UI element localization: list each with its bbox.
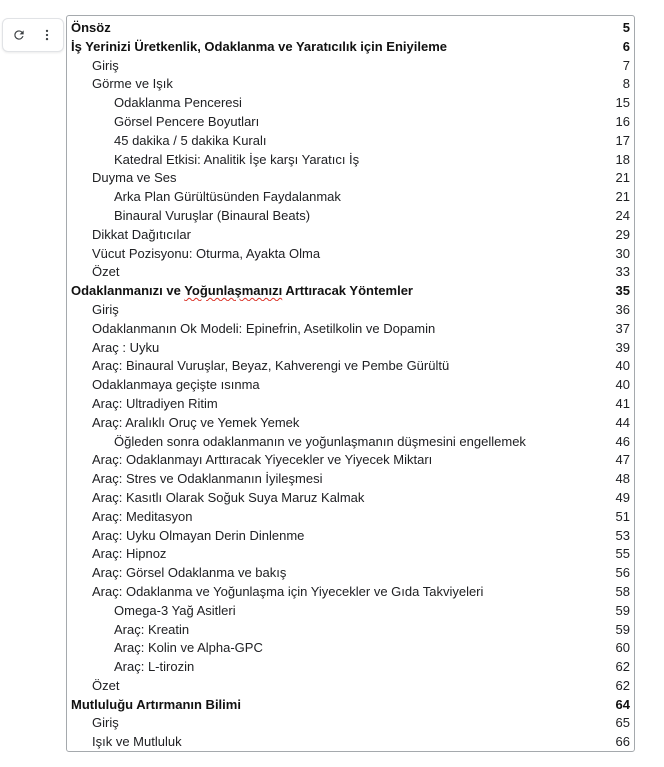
toc-entry[interactable] (67, 57, 634, 76)
toc-entry[interactable] (67, 639, 634, 658)
toc-entry-title: Omega-3 Yağ Asitleri (114, 602, 236, 618)
toc-entry[interactable] (67, 75, 634, 94)
toc-entry-title: Özet (92, 264, 120, 280)
toc-entry-page: 48 (615, 471, 630, 487)
toc-entry-title: Araç: Kreatin (114, 621, 190, 637)
toc-entry-title: Odaklanmanızı ve Yoğunlaşmanızı Arttıracak Yöntemler (71, 283, 413, 299)
toc-entry[interactable] (67, 339, 634, 358)
toc-entry[interactable] (67, 151, 634, 170)
toc-entry-title: Araç: Uyku Olmayan Derin Dinlenme (92, 527, 305, 543)
toc-entry[interactable] (67, 226, 634, 245)
toc-entry-title: Araç: Meditasyon (92, 508, 193, 524)
toc-entry-page: 24 (615, 207, 630, 223)
toc-entry-title: Binaural Vuruşlar (Binaural Beats) (114, 207, 311, 223)
toc-entry[interactable] (67, 245, 634, 264)
toc-entry-title: İş Yerinizi Üretkenlik, Odaklanma ve Yaratıcılık için Eniyileme (71, 38, 447, 54)
toc-entry-page: 16 (615, 113, 630, 129)
toc-entry-page: 65 (615, 715, 630, 731)
toc-entry-title: Arka Plan Gürültüsünden Faydalanmak (114, 189, 341, 205)
toc-entry-page: 6 (622, 38, 630, 54)
toc-entry[interactable] (67, 263, 634, 282)
toc-entry[interactable] (67, 38, 634, 57)
toc-entry[interactable] (67, 733, 634, 752)
toc-entry-page: 59 (615, 621, 630, 637)
toc-entry[interactable] (67, 132, 634, 151)
spellcheck-underline[interactable]: Yoğunlaşmanızı (184, 283, 283, 299)
toc-entry-page: 51 (615, 508, 630, 524)
refresh-icon[interactable] (8, 24, 30, 46)
toc-entry-page: 35 (615, 283, 630, 299)
toc-entry[interactable] (67, 545, 634, 564)
toc-entry-page: 59 (615, 602, 630, 618)
toc-entry-page: 15 (615, 95, 630, 111)
toc-entry-page: 29 (615, 226, 630, 242)
toc-entry-title: Giriş (92, 715, 119, 731)
toc-entry[interactable] (67, 489, 634, 508)
toc-entry-page: 62 (615, 659, 630, 675)
toc-entry-title: Araç: Binaural Vuruşlar, Beyaz, Kahverengi ve Pembe Gürültü (92, 358, 450, 374)
toc-list (67, 19, 634, 752)
toc-entry-title: Odaklanmaya geçişte ısınma (92, 377, 260, 393)
toc-entry[interactable] (67, 470, 634, 489)
toc-entry-page: 56 (615, 565, 630, 581)
toc-entry[interactable] (67, 94, 634, 113)
toc-entry-title: Araç: Kasıtlı Olarak Soğuk Suya Maruz Kalmak (92, 489, 365, 505)
toc-entry-page: 8 (622, 76, 630, 92)
toc-entry[interactable] (67, 414, 634, 433)
toc-entry-title: Araç: Görsel Odaklanma ve bakış (92, 565, 287, 581)
toc-entry-page: 64 (615, 696, 630, 712)
toc-entry-title: Odaklanma Penceresi (114, 95, 242, 111)
toc-entry[interactable] (67, 714, 634, 733)
toc-entry-page: 66 (615, 734, 630, 750)
toc-entry[interactable] (67, 658, 634, 677)
toc-entry-title: Mutluluğu Artırmanın Bilimi (71, 696, 241, 712)
toc-entry-title: Araç: Aralıklı Oruç ve Yemek Yemek (92, 414, 300, 430)
toc-entry[interactable] (67, 583, 634, 602)
toc-entry[interactable] (67, 451, 634, 470)
toc-entry-title: Duyma ve Ses (92, 170, 177, 186)
toc-entry-page: 55 (615, 546, 630, 562)
toc-entry-title: Araç: Hipnoz (92, 546, 167, 562)
toc-entry-page: 49 (615, 489, 630, 505)
toc-entry-page: 44 (615, 414, 630, 430)
toc-entry[interactable] (67, 207, 634, 226)
toc-entry-title: Araç: Kolin ve Alpha-GPC (114, 640, 263, 656)
toc-entry[interactable] (67, 621, 634, 640)
toc-entry[interactable] (67, 395, 634, 414)
toc-entry-title: Araç: Odaklanma ve Yoğunlaşma için Yiyecekler ve Gıda Takviyeleri (92, 583, 484, 599)
toc-entry-page: 41 (615, 395, 630, 411)
toc-entry-page: 46 (615, 433, 630, 449)
toc-entry[interactable] (67, 320, 634, 339)
toc-entry[interactable] (67, 376, 634, 395)
toc-entry-title: Giriş (92, 57, 119, 73)
toc-entry-title: Dikkat Dağıtıcılar (92, 226, 191, 242)
floating-toolbar (2, 18, 64, 52)
toc-entry[interactable] (67, 696, 634, 715)
toc-entry-title: Araç: Stres ve Odaklanmanın İyileşmesi (92, 471, 323, 487)
table-of-contents (66, 15, 635, 752)
toc-entry-title: Özet (92, 677, 120, 693)
more-vertical-icon[interactable] (36, 24, 58, 46)
toc-entry-title: Araç: L-tirozin (114, 659, 195, 675)
toc-entry-title: Görsel Pencere Boyutları (114, 113, 260, 129)
toc-entry-page: 18 (615, 151, 630, 167)
toc-entry[interactable] (67, 677, 634, 696)
toc-entry-page: 21 (615, 189, 630, 205)
toc-entry[interactable] (67, 508, 634, 527)
toc-entry[interactable] (67, 19, 634, 38)
toc-entry-title: Işık ve Mutluluk (92, 734, 182, 750)
toc-entry-title: Öğleden sonra odaklanmanın ve yoğunlaşmanın düşmesini engellemek (114, 433, 526, 449)
toc-entry-title: Giriş (92, 301, 119, 317)
toc-entry[interactable] (67, 188, 634, 207)
toc-entry-page: 36 (615, 301, 630, 317)
toc-entry-title: Odaklanmanın Ok Modeli: Epinefrin, Asetilkolin ve Dopamin (92, 320, 436, 336)
toc-entry-title: Katedral Etkisi: Analitik İşe karşı Yaratıcı İş (114, 151, 360, 167)
toc-entry-page: 17 (615, 132, 630, 148)
toc-entry-page: 58 (615, 583, 630, 599)
toc-entry[interactable] (67, 433, 634, 452)
toc-entry[interactable] (67, 301, 634, 320)
toc-entry-title: Görme ve Işık (92, 76, 173, 92)
toc-entry-page: 60 (615, 640, 630, 656)
toc-entry[interactable] (67, 564, 634, 583)
toc-entry-page: 5 (622, 20, 630, 35)
toc-entry[interactable] (67, 357, 634, 376)
toc-entry-title: Vücut Pozisyonu: Oturma, Ayakta Olma (92, 245, 321, 261)
toc-entry[interactable] (67, 527, 634, 546)
toc-entry-page: 53 (615, 527, 630, 543)
toc-entry-title: Araç: Ultradiyen Ritim (92, 395, 218, 411)
toc-entry[interactable] (67, 282, 634, 301)
toc-entry-title: 45 dakika / 5 dakika Kuralı (114, 132, 267, 148)
toc-entry[interactable] (67, 113, 634, 132)
toc-entry-page: 40 (615, 377, 630, 393)
toc-entry-page: 47 (615, 452, 630, 468)
toc-entry-page: 39 (615, 339, 630, 355)
toc-entry-page: 21 (615, 170, 630, 186)
toc-entry-title: Araç: Odaklanmayı Arttıracak Yiyecekler ve Yiyecek Miktarı (92, 452, 433, 468)
toc-entry[interactable] (67, 602, 634, 621)
toc-entry-title: Araç : Uyku (92, 339, 160, 355)
toc-entry-page: 62 (615, 677, 630, 693)
toc-entry-page: 7 (622, 57, 630, 73)
toc-entry-page: 30 (615, 245, 630, 261)
toc-entry-title: Önsöz (71, 20, 111, 35)
toc-entry-page: 37 (615, 320, 630, 336)
toc-entry-page: 40 (615, 358, 630, 374)
toc-entry[interactable] (67, 169, 634, 188)
toc-entry-page: 33 (615, 264, 630, 280)
